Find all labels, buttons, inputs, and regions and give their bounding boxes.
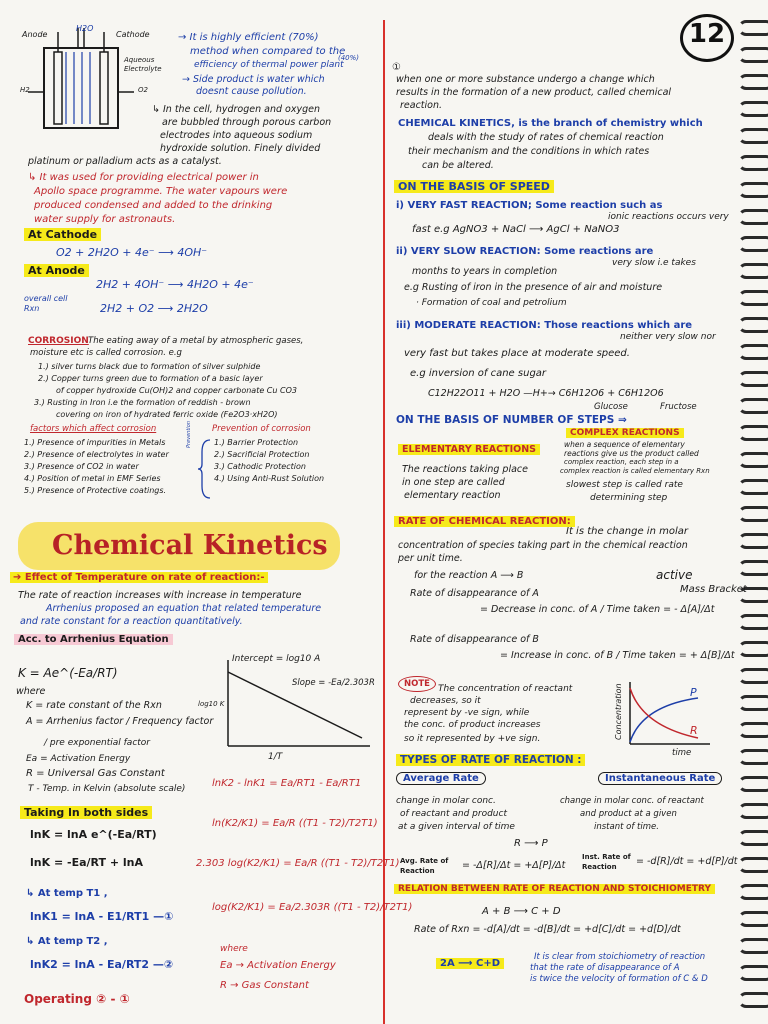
stoich-note-1: It is clear from stoichiometry of reaction [534, 952, 706, 962]
spiral-ring [738, 884, 768, 900]
fast-3: fast e.g AgNO3 + NaCl ⟶ AgCl + NaNO3 [412, 224, 620, 235]
where-label: where [16, 686, 46, 697]
spiral-ring [738, 965, 768, 981]
spiral-binding [742, 20, 768, 1020]
stoich-rate: Rate of Rxn = -d[A]/dt = -d[B]/dt = +d[C]/dt = +d[D]/dt [414, 924, 681, 935]
spiral-ring [738, 560, 768, 576]
mod-4: e.g inversion of cane sugar [410, 368, 547, 379]
rate-2: concentration of species taking part in the chemical reaction [398, 540, 688, 551]
reactant-curve [630, 688, 698, 738]
intro-line-3: reaction. [400, 100, 443, 111]
spiral-ring [738, 74, 768, 90]
slow-3: months to years in completion [412, 266, 558, 277]
factors-heading: factors which affect corrosion [30, 424, 157, 434]
prevention-item: 2.) Sacrificial Protection [214, 450, 310, 459]
spiral-ring [738, 290, 768, 306]
conc-xlabel: time [672, 748, 692, 758]
cell-desc-5: platinum or palladium acts as a catalyst. [28, 156, 222, 167]
chapter-title: Chemical Kinetics [52, 530, 328, 561]
cathode-equation: O2 + 2H2O + 4e⁻ ⟶ 4OH⁻ [56, 246, 208, 259]
inst-rate-label: Inst. Rate of Reaction [582, 853, 631, 871]
note-1: The concentration of reactant [438, 684, 573, 694]
side-product-line-1: → Side product is water which [182, 74, 325, 85]
fast-2: ionic reactions occurs very [608, 212, 729, 222]
r-to-p: R ⟶ P [514, 838, 548, 849]
apollo-1: ↳ It was used for providing electrical power in [28, 172, 259, 183]
ln-t2-equation: lnK2 = lnA - Ea/RT2 —② [30, 958, 174, 971]
cell-desc-2: are bubbled through porous carbon [162, 117, 332, 128]
corrosion-ex-2: 2.) Copper turns green due to formation of a basic layer [38, 374, 263, 383]
cathode-label: Cathode [116, 30, 150, 39]
complex-3: complex reaction, each step in a [564, 458, 679, 466]
corrosion-heading: CORROSION [28, 336, 89, 346]
at-anode-heading: At Anode [24, 264, 89, 277]
note-2: decreases, so it [410, 696, 481, 706]
corrosion-ex-3: 3.) Rusting in Iron i.e the formation of reddish - brown [34, 398, 251, 407]
slow-1: ii) VERY SLOW REACTION: Some reactions are [396, 246, 654, 257]
efficiency-line-2: method when compared to the [190, 46, 346, 57]
spiral-ring [738, 722, 768, 738]
inst-rate-box: Instantaneous Rate [598, 772, 722, 785]
slow-4: e.g Rusting of iron in the presence of air and moisture [404, 282, 663, 293]
intro-number: ① [392, 62, 401, 73]
note-4: the conc. of product increases [404, 720, 541, 730]
note-3: represent by -ve sign, while [404, 708, 530, 718]
temp-line-2: Arrhenius proposed an equation that related temperature [46, 603, 322, 614]
a-definition-2: / pre exponential factor [44, 738, 151, 748]
rate-3: per unit time. [398, 553, 463, 564]
avg-2: of reactant and product [400, 809, 507, 819]
corrosion-def-1: The eating away of a metal by atmospheric gases, [88, 336, 304, 346]
note-badge: NOTE [398, 676, 436, 692]
ln-equation-1: lnK = lnA e^(-Ea/RT) [30, 828, 157, 841]
prevention-item: 4.) Using Anti-Rust Solution [214, 474, 325, 483]
mass-bracket: Mass Bracket [680, 584, 747, 595]
electrolyte-label: Aqueous Electrolyte [124, 56, 162, 73]
curve-p-label: P [690, 686, 697, 699]
a-definition: A = Arrhenius factor / Frequency factor [26, 716, 214, 727]
spiral-ring [738, 344, 768, 360]
corrosion-ex-1: 1.) silver turns black due to formation of silver sulphide [38, 362, 261, 371]
complex-6: determining step [590, 493, 668, 503]
efficiency-line-3: efficiency of thermal power plant [194, 60, 344, 70]
cell-desc-4: hydroxide solution. Finely divided [160, 143, 321, 154]
dis-b-equation: = Increase in conc. of B / Time taken = + Δ[B]/Δt [500, 650, 735, 661]
spiral-ring [738, 749, 768, 765]
fuel-cell-diagram [28, 28, 138, 138]
arrhenius-equation: K = Ae^(-Ea/RT) [18, 666, 118, 680]
spiral-ring [738, 695, 768, 711]
r-definition: R = Universal Gas Constant [26, 768, 165, 779]
sugar-equation: C12H22O11 + H2O —H+→ C6H12O6 + C6H12O6 [428, 388, 664, 399]
rhs-r: R → Gas Constant [220, 980, 309, 991]
page-number: 12 [688, 19, 726, 49]
active-word: active [656, 568, 693, 582]
corrosion-def-2: moisture etc is called corrosion. e.g [30, 348, 182, 358]
at-t2-label: ↳ At temp T2 , [26, 936, 108, 947]
anode-label: Anode [22, 30, 48, 39]
ck-def-2: deals with the study of rates of chemical reaction [428, 132, 664, 143]
conc-ylabel: Concentration [614, 683, 623, 740]
temp-line-1: The rate of reaction increases with increase in temperature [18, 590, 302, 601]
intro-line-1: when one or more substance undergo a change which [396, 74, 655, 85]
rhs-where: where [220, 944, 248, 954]
inst-1: change in molar conc. of reactant [560, 796, 704, 806]
apollo-2: Apollo space programme. The water vapours were [34, 186, 288, 197]
spiral-ring [738, 101, 768, 117]
fast-1: i) VERY FAST REACTION; Some reaction such as [396, 200, 663, 211]
complex-heading: COMPLEX REACTIONS [566, 428, 684, 438]
avg-rate-label: Avg. Rate of Reaction [400, 857, 449, 875]
spiral-ring [738, 668, 768, 684]
spiral-ring [738, 128, 768, 144]
cell-desc-1: ↳ In the cell, hydrogen and oxygen [152, 104, 320, 115]
o2-label: O2 [138, 86, 148, 94]
side-product-line-2: doesnt cause pollution. [196, 86, 307, 97]
spiral-ring [738, 479, 768, 495]
concentration-graph [628, 682, 712, 746]
operating-label: Operating ② - ① [24, 992, 130, 1006]
prevention-bracket-label: Prevention [186, 421, 192, 448]
stoich-note-2: that the rate of disappearance of A [530, 963, 680, 973]
graph-xlabel: 1/T [268, 752, 283, 762]
spiral-ring [738, 371, 768, 387]
slow-5: · Formation of coal and petrolium [416, 298, 567, 308]
spiral-ring [738, 830, 768, 846]
dis-a-equation: = Decrease in conc. of A / Time taken = - Δ[A]/Δt [480, 604, 715, 615]
arrhenius-graph [222, 660, 372, 748]
dis-a-label: Rate of disappearance of A [410, 588, 539, 599]
complex-1: when a sequence of elementary [564, 440, 685, 449]
elementary-heading: ELEMENTARY REACTIONS [398, 444, 540, 455]
t-definition: T - Temp. in Kelvin (absolute scale) [28, 784, 186, 794]
efficiency-line-1: → It is highly efficient (70%) [178, 32, 319, 43]
prevention-heading: Prevention of corrosion [212, 424, 311, 434]
prevention-item: 3.) Cathodic Protection [214, 462, 306, 471]
dis-b-label: Rate of disappearance of B [410, 634, 539, 645]
overall-label: overall cell Rxn [24, 294, 68, 313]
spiral-ring [738, 398, 768, 414]
spiral-ring [738, 452, 768, 468]
rhs-eq-4: log(K2/K1) = Ea/2.303R ((T1 - T2)/T2T1) [212, 902, 413, 913]
mod-3: very fast but takes place at moderate speed. [404, 348, 630, 359]
avg-1: change in molar conc. [396, 796, 496, 806]
corrosion-ex-2b: of copper hydroxide Cu(OH)2 and copper carbonate Cu CO3 [56, 386, 297, 395]
rate-heading: RATE OF CHEMICAL REACTION: [394, 516, 575, 527]
spiral-ring [738, 263, 768, 279]
mod-1: iii) MODERATE REACTION: Those reactions which are [396, 320, 693, 331]
avg-rate-equation: = -Δ[R]/Δt = +Δ[P]/Δt [462, 860, 566, 871]
factors-item: 3.) Presence of CO2 in water [24, 462, 139, 471]
apollo-3: produced condensed and added to the drinking [34, 200, 273, 211]
rate-1: It is the change in molar [566, 526, 688, 537]
elem-2: in one step are called [402, 477, 505, 488]
stoich-2a: 2A ⟶ C+D [436, 958, 504, 969]
spiral-ring [738, 182, 768, 198]
spiral-ring [738, 911, 768, 927]
spiral-ring [738, 20, 768, 36]
slow-2: very slow i.e takes [612, 258, 696, 268]
complex-5: slowest step is called rate [566, 480, 683, 490]
avg-3: at a given interval of time [398, 822, 515, 832]
spiral-ring [738, 533, 768, 549]
factors-item: 5.) Presence of Protective coatings. [24, 486, 167, 495]
spiral-ring [738, 938, 768, 954]
at-cathode-heading: At Cathode [24, 228, 101, 241]
at-t1-label: ↳ At temp T1 , [26, 888, 108, 899]
spiral-ring [738, 506, 768, 522]
spiral-ring [738, 641, 768, 657]
fructose-label: Fructose [660, 402, 697, 412]
curve-r-label: R [690, 724, 698, 737]
spiral-ring [738, 776, 768, 792]
spiral-ring [738, 425, 768, 441]
elem-3: elementary reaction [404, 490, 501, 501]
temp-line-3: and rate constant for a reaction quantitatively. [20, 616, 243, 627]
ck-def-1: CHEMICAL KINETICS, is the branch of chemistry which [398, 118, 703, 129]
inst-2: and product at a given [580, 809, 677, 819]
glucose-label: Glucose [594, 402, 628, 412]
spiral-ring [738, 209, 768, 225]
margin-line [383, 20, 385, 1024]
spiral-ring [738, 47, 768, 63]
types-heading: TYPES OF RATE OF REACTION : [396, 754, 585, 766]
spiral-ring [738, 803, 768, 819]
acc-heading: Acc. to Arrhenius Equation [14, 634, 173, 645]
ln-equation-2: lnK = -Ea/RT + lnA [30, 856, 143, 869]
stoich-heading: RELATION BETWEEN RATE OF REACTION AND STOICHIOMETRY [394, 884, 715, 894]
spiral-ring [738, 992, 768, 1008]
h2o-label: H2O [76, 24, 94, 33]
for-reaction: for the reaction A ⟶ B [414, 570, 524, 581]
k-definition: K = rate constant of the Rxn [26, 700, 162, 711]
mod-2: neither very slow nor [620, 332, 716, 342]
factors-item: 1.) Presence of impurities in Metals [24, 438, 166, 447]
anode-equation: 2H2 + 4OH⁻ ⟶ 4H2O + 4e⁻ [96, 278, 254, 291]
temp-heading: ➔ Effect of Temperature on rate of reaction:- [10, 572, 268, 583]
graph-slope: Slope = -Ea/2.303R [292, 678, 375, 688]
spiral-ring [738, 857, 768, 873]
stoich-note-3: is twice the velocity of formation of C & D [530, 974, 708, 984]
spiral-ring [738, 236, 768, 252]
speed-heading: ON THE BASIS OF SPEED [394, 180, 554, 193]
complex-2: reactions give us the product called [564, 449, 699, 458]
rhs-eq-1: lnK2 - lnK1 = Ea/RT1 - Ea/RT1 [212, 778, 362, 789]
page-number-circle [680, 14, 734, 62]
complex-4: complex reaction is called elementary Rxn [560, 467, 710, 475]
spiral-ring [738, 155, 768, 171]
ea-definition: Ea = Activation Energy [26, 754, 131, 764]
cell-desc-3: electrodes into aqueous sodium [160, 130, 313, 141]
graph-intercept: Intercept = log10 A [232, 654, 321, 664]
elem-1: The reactions taking place [402, 464, 528, 475]
h2-label: H2 [20, 86, 30, 94]
prevention-item: 1.) Barrier Protection [214, 438, 299, 447]
inst-rate-equation: = -d[R]/dt = +d[P]/dt [636, 856, 738, 867]
factors-item: 4.) Position of metal in EMF Series [24, 474, 161, 483]
rhs-eq-2: ln(K2/K1) = Ea/R ((T1 - T2)/T2T1) [212, 818, 378, 829]
ck-def-4: can be altered. [422, 160, 494, 171]
inst-3: instant of time. [594, 822, 659, 832]
overall-equation: 2H2 + O2 ⟶ 2H2O [100, 302, 208, 315]
ln-t1-equation: lnK1 = lnA - E1/RT1 —① [30, 910, 174, 923]
prevention-bracket [196, 438, 216, 500]
ck-def-3: their mechanism and the conditions in which rates [408, 146, 650, 157]
taking-ln-heading: Taking ln both sides [20, 806, 152, 819]
rhs-ea: Ea → Activation Energy [220, 960, 336, 971]
graph-ylabel: log10 K [198, 700, 225, 708]
rhs-eq-3: 2.303 log(K2/K1) = Ea/R ((T1 - T2)/T2T1) [196, 858, 400, 869]
stoich-reaction: A + B ⟶ C + D [482, 906, 561, 917]
efficiency-pct: (40%) [338, 54, 360, 62]
avg-rate-box: Average Rate [396, 772, 486, 785]
steps-heading: ON THE BASIS OF NUMBER OF STEPS ⇒ [396, 414, 627, 426]
spiral-ring [738, 614, 768, 630]
corrosion-ex-3b: covering on iron of hydrated ferric oxide (Fe2O3·xH2O) [56, 410, 278, 419]
apollo-4: water supply for astronauts. [34, 214, 176, 225]
spiral-ring [738, 317, 768, 333]
note-5: so it represented by +ve sign. [404, 734, 541, 744]
factors-item: 2.) Presence of electrolytes in water [24, 450, 169, 459]
intro-line-2: results in the formation of a new product, called chemical [396, 87, 672, 98]
